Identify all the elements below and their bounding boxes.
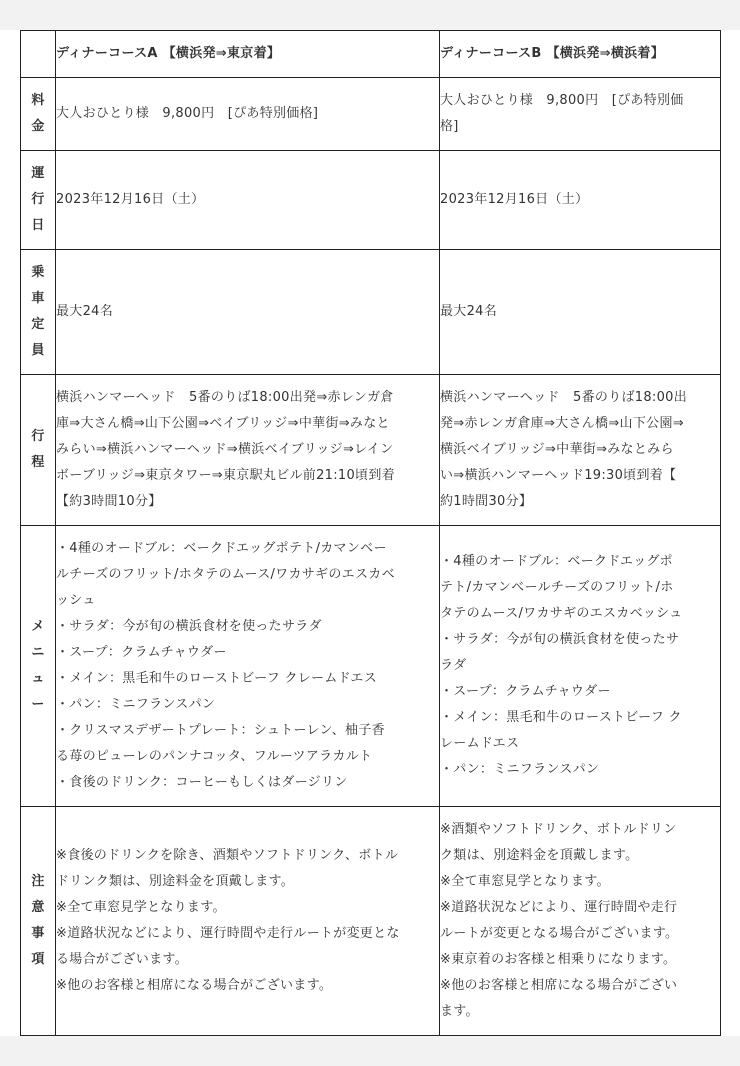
price-course-b bbox=[440, 78, 721, 151]
rowhead-date-line: 行 bbox=[31, 192, 45, 207]
rowhead-capacity-line: 定 bbox=[31, 317, 45, 332]
itinerary-course-b-line: 約1時間30分】 bbox=[440, 494, 533, 509]
itinerary-course-b-line: い⇒横浜ハンマーヘッド19:30頃到着【 bbox=[440, 468, 677, 483]
rowhead-menu-line: ュ bbox=[31, 671, 45, 686]
notes-course-a-line: る場合がございます。 bbox=[56, 952, 188, 967]
menu-course-a-line: ・スープ：クラムチャウダー bbox=[56, 645, 227, 660]
menu-course-a-line: ッシュ bbox=[56, 593, 96, 608]
notes-course-a-line: ドリンク類は、別途料金を頂戴します。 bbox=[56, 874, 295, 889]
menu-course-a bbox=[56, 526, 440, 807]
corner-cell bbox=[21, 31, 56, 78]
rowhead-notes bbox=[21, 807, 56, 1036]
rowhead-notes-line: 注 bbox=[31, 874, 45, 889]
rowhead-price bbox=[21, 78, 56, 151]
menu-course-a-line: ルチーズのフリット/ホタテのムース/ワカサギのエスカベ bbox=[56, 567, 395, 582]
rowhead-menu-line: メ bbox=[31, 619, 45, 634]
notes-course-a-line: ※全て車窓見学となります。 bbox=[56, 900, 226, 915]
price-course-a bbox=[56, 78, 440, 151]
rowhead-capacity-line: 車 bbox=[31, 291, 45, 306]
notes-course-a-line: ※食後のドリンクを除き、酒類やソフトドリンク、ボトル bbox=[56, 848, 399, 863]
notes-course-b bbox=[440, 807, 721, 1036]
row-capacity bbox=[21, 250, 721, 375]
price-course-b-line: 大人おひとり様 9,800円 [ぴあ特別価 bbox=[440, 93, 684, 108]
notes-course-b-line: ※東京着のお客様と相乗りになります。 bbox=[440, 952, 677, 967]
rowhead-menu-line: ニ bbox=[31, 645, 45, 660]
capacity-course-a bbox=[56, 250, 440, 375]
itinerary-course-b-line: 横浜ベイブリッジ⇒中華街⇒みなとみら bbox=[440, 442, 674, 457]
itinerary-course-b bbox=[440, 375, 721, 526]
menu-course-b-line: レームドエス bbox=[440, 736, 520, 751]
itinerary-course-a-line: 【約3時間10分】 bbox=[56, 494, 162, 509]
itinerary-course-a-line: みらい⇒横浜ハンマーヘッド⇒横浜ベイブリッジ⇒レイン bbox=[56, 442, 394, 457]
rowhead-capacity-line: 乗 bbox=[31, 265, 45, 280]
menu-course-a-line: ・パン：ミニフランスパン bbox=[56, 697, 216, 712]
rowhead-notes-line: 項 bbox=[31, 952, 45, 967]
itinerary-course-b-line: 発⇒赤レンガ倉庫⇒大さん橋⇒山下公園⇒ bbox=[440, 416, 684, 431]
notes-course-b-line: ます。 bbox=[440, 1004, 479, 1019]
rowhead-capacity-line: 員 bbox=[31, 343, 45, 358]
menu-course-b-line: テト/カマンベールチーズのフリット/ホ bbox=[440, 580, 674, 595]
menu-course-a-line: ・サラダ：今が旬の横浜食材を使ったサラダ bbox=[56, 619, 322, 634]
rowhead-notes-line: 意 bbox=[31, 900, 45, 915]
rowhead-menu-line: ー bbox=[31, 697, 45, 712]
notes-course-a-line: ※他のお客様と相席になる場合がございます。 bbox=[56, 978, 333, 993]
menu-course-b-line: ・スープ：クラムチャウダー bbox=[440, 684, 611, 699]
date-course-b-line: 2023年12月16日（土） bbox=[440, 192, 589, 207]
menu-course-a-line: ・4種のオードブル：ベークドエッグポテト/カマンベー bbox=[56, 541, 387, 556]
menu-course-b-line: ラダ bbox=[440, 658, 467, 673]
itinerary-course-b-line: 横浜ハンマーヘッド 5番のりば18:00出 bbox=[440, 390, 688, 405]
rowhead-date bbox=[21, 151, 56, 250]
menu-course-a-line: ・食後のドリンク：コーヒーもしくはダージリン bbox=[56, 775, 348, 790]
row-itinerary bbox=[21, 375, 721, 526]
menu-course-a-line: る苺のピューレのパンナコッタ、フルーツアラカルト bbox=[56, 749, 373, 764]
date-course-a-line: 2023年12月16日（土） bbox=[56, 192, 205, 207]
itinerary-course-a-line: ボーブリッジ⇒東京タワー⇒東京駅丸ビル前21:10頃到着 bbox=[56, 468, 395, 483]
row-price bbox=[21, 78, 721, 151]
header-row bbox=[21, 31, 721, 78]
row-date bbox=[21, 151, 721, 250]
menu-course-b-line: ・4種のオードブル：ベークドエッグポ bbox=[440, 554, 673, 569]
page bbox=[0, 30, 740, 1036]
row-notes bbox=[21, 807, 721, 1036]
date-course-a bbox=[56, 151, 440, 250]
capacity-course-b bbox=[440, 250, 721, 375]
header-course-b: ディナーコースB 【横浜発⇒横浜着】 bbox=[440, 31, 721, 78]
notes-course-a bbox=[56, 807, 440, 1036]
menu-course-b bbox=[440, 526, 721, 807]
capacity-course-a-line: 最大24名 bbox=[56, 304, 114, 319]
notes-course-a-line: ※道路状況などにより、運行時間や走行ルートが変更とな bbox=[56, 926, 400, 941]
rowhead-itinerary-line: 行 bbox=[31, 429, 45, 444]
notes-course-b-line: ※全て車窓見学となります。 bbox=[440, 874, 610, 889]
rowhead-date-line: 日 bbox=[31, 218, 45, 233]
notes-course-b-line: ※道路状況などにより、運行時間や走行 bbox=[440, 900, 678, 915]
menu-course-b-line: ・パン：ミニフランスパン bbox=[440, 762, 600, 777]
menu-course-a-line: ・クリスマスデザートプレート：シュトーレン、柚子香 bbox=[56, 723, 385, 738]
price-course-b-line: 格] bbox=[440, 119, 459, 134]
rowhead-price-line: 料 bbox=[31, 93, 45, 108]
rowhead-price-line: 金 bbox=[31, 119, 45, 134]
itinerary-course-a bbox=[56, 375, 440, 526]
notes-course-b-line: ※酒類やソフトドリンク、ボトルドリン bbox=[440, 822, 677, 837]
rowhead-itinerary bbox=[21, 375, 56, 526]
menu-course-b-line: ・メイン：黒毛和牛のローストビーフ ク bbox=[440, 710, 682, 725]
rowhead-date-line: 運 bbox=[31, 166, 45, 181]
price-course-a-line: 大人おひとり様 9,800円 [ぴあ特別価格] bbox=[56, 106, 319, 121]
itinerary-course-a-line: 横浜ハンマーヘッド 5番のりば18:00出発⇒赤レンガ倉 bbox=[56, 390, 394, 405]
course-comparison-table bbox=[20, 30, 721, 1036]
notes-course-b-line: ※他のお客様と相席になる場合がござい bbox=[440, 978, 678, 993]
rowhead-itinerary-line: 程 bbox=[31, 455, 45, 470]
rowhead-notes-line: 事 bbox=[31, 926, 45, 941]
rowhead-capacity bbox=[21, 250, 56, 375]
menu-course-b-line: タテのムース/ワカサギのエスカベッシュ bbox=[440, 606, 683, 621]
header-course-a: ディナーコースA 【横浜発⇒東京着】 bbox=[56, 31, 440, 78]
notes-course-b-line: ク類は、別途料金を頂戴します。 bbox=[440, 848, 639, 863]
rowhead-menu bbox=[21, 526, 56, 807]
menu-course-b-line: ・サラダ：今が旬の横浜食材を使ったサ bbox=[440, 632, 680, 647]
notes-course-b-line: ルートが変更となる場合がございます。 bbox=[440, 926, 679, 941]
menu-course-a-line: ・メイン：黒毛和牛のローストビーフ クレームドエス bbox=[56, 671, 378, 686]
date-course-b bbox=[440, 151, 721, 250]
row-menu bbox=[21, 526, 721, 807]
capacity-course-b-line: 最大24名 bbox=[440, 304, 498, 319]
itinerary-course-a-line: 庫⇒大さん橋⇒山下公園⇒ベイブリッジ⇒中華街⇒みなと bbox=[56, 416, 390, 431]
